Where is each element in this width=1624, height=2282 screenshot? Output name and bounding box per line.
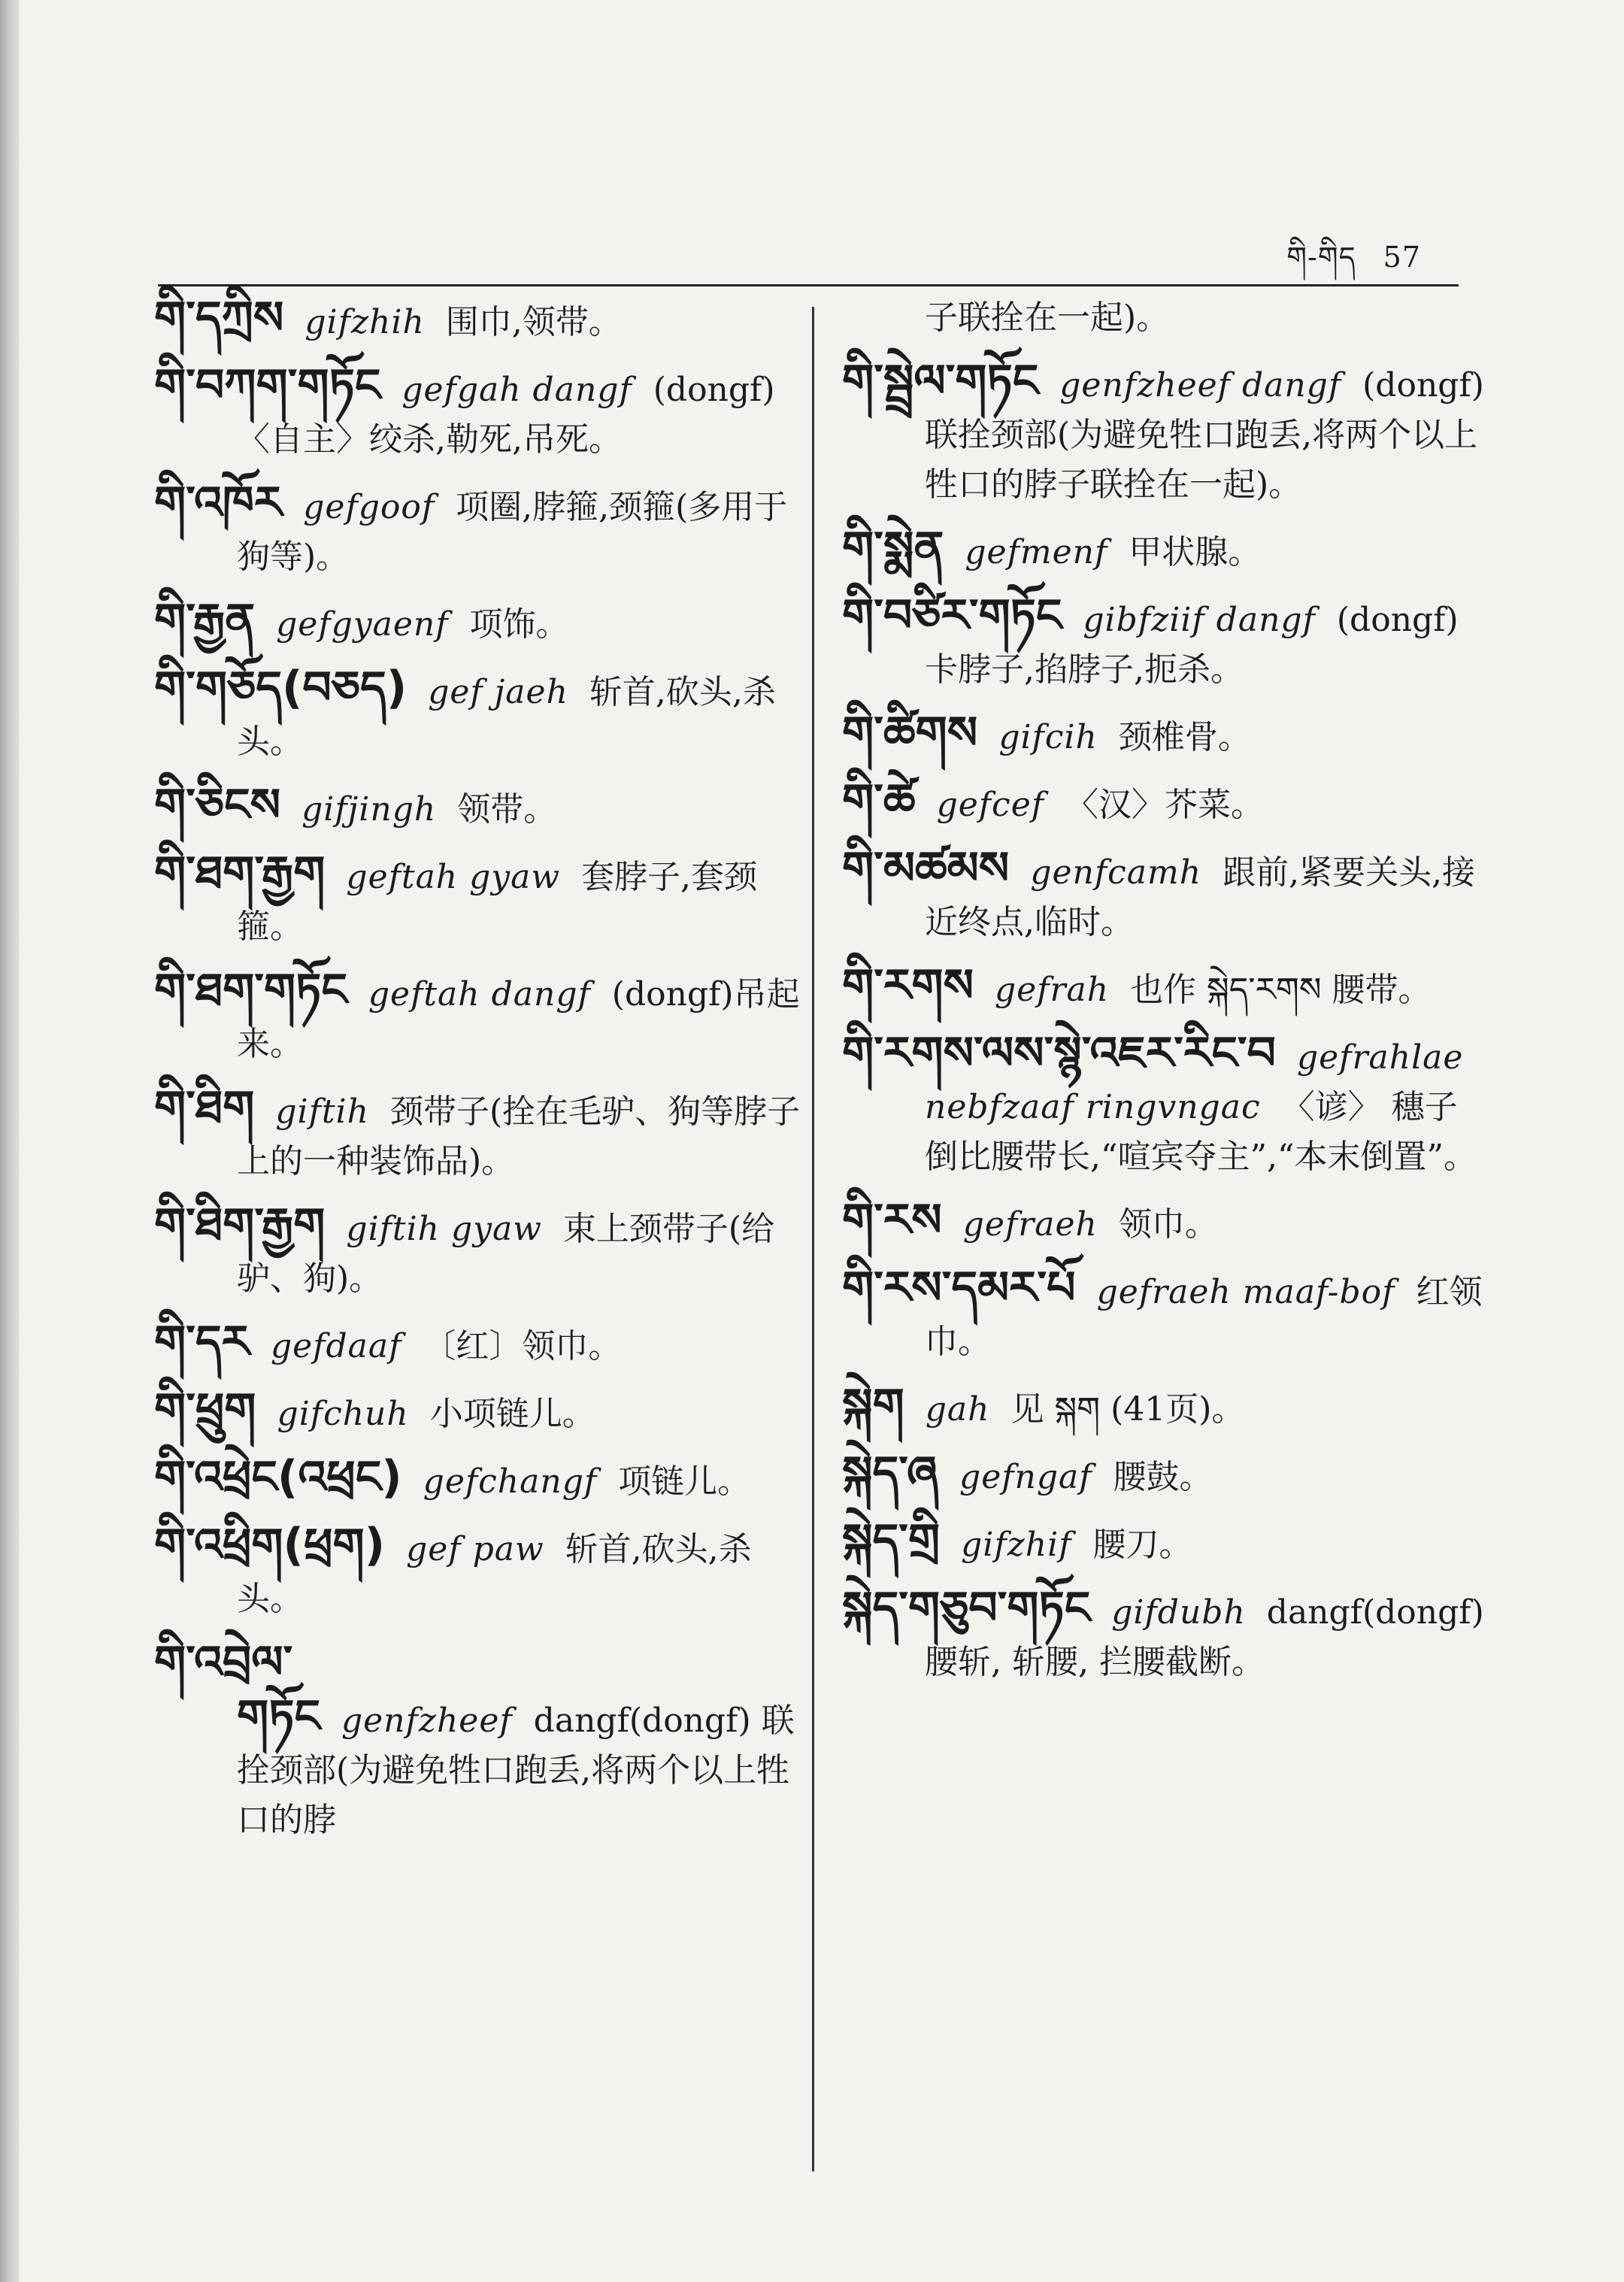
romanization: gefdaaf: [270, 1327, 402, 1365]
romanization: genfzheef dangf: [1059, 366, 1342, 405]
header-range: གི-གིད: [1286, 241, 1356, 274]
gloss: 套脖子,套颈箍。: [237, 858, 758, 946]
gloss: 见 སྐག (41页)。: [1010, 1390, 1245, 1429]
gloss: 红领巾。: [925, 1273, 1483, 1361]
dictionary-entry: [842, 1448, 1489, 1502]
headword: སྐེད་ཞ: [842, 1447, 939, 1499]
headword: གི་རས་དམར་པོ: [842, 1262, 1076, 1314]
headword: གི་ཚེ: [842, 774, 916, 827]
headword: གི་འབྲེལ་གཏོང: [154, 1636, 320, 1743]
dictionary-entry: [154, 1083, 801, 1186]
dictionary-entry: [842, 1196, 1489, 1250]
headword: གི་ཐིག་རྒྱག: [154, 1199, 326, 1251]
gloss: (dongf)吊起来。: [237, 975, 800, 1063]
dictionary-entry: [842, 1583, 1489, 1687]
gloss: 也作 སྐེད་རགས 腰带。: [1130, 971, 1432, 1009]
headword: གི་ཐག་གཏོང: [154, 964, 347, 1017]
page-binding-shadow: [0, 0, 20, 2282]
dictionary-entry: [154, 596, 801, 650]
romanization: gibfziif dangf: [1083, 601, 1316, 639]
gloss: 斩首,砍头,杀头。: [237, 673, 776, 761]
gloss: 项圈,脖箍,颈箍(多用于狗等)。: [237, 488, 788, 576]
dictionary-entry: [154, 780, 801, 835]
headword: གི་ཅིངས: [154, 779, 281, 832]
gloss: 〈汉〉芥菜。: [1065, 786, 1265, 824]
entry-continuation: [842, 293, 1489, 343]
romanization: geftah gyaw: [346, 858, 561, 896]
dictionary-entry: [842, 961, 1489, 1015]
gloss: 〔红〕领巾。: [423, 1327, 622, 1365]
page-number: 57: [1383, 241, 1421, 274]
dictionary-entry: [154, 663, 801, 767]
gloss: 小项链儿。: [429, 1395, 595, 1433]
gloss: 领巾。: [1118, 1205, 1218, 1244]
gloss: 甲状腺。: [1129, 533, 1262, 571]
right-column: [842, 293, 1489, 1701]
headword: གི་བཙིར་གཏོང: [842, 589, 1062, 642]
headword: གི་ཕྲུག: [154, 1383, 256, 1436]
dictionary-entry: [154, 1453, 801, 1507]
dictionary-entry: [842, 1263, 1489, 1367]
dictionary-entry: [842, 591, 1489, 695]
gloss: 颈椎骨。: [1118, 718, 1251, 756]
dictionary-entry: [842, 356, 1489, 510]
gloss: (dongf) 联拴颈部(为避免牲口跑丢,将两个以上牲口的脖子联拴在一起)。: [925, 366, 1484, 504]
romanization: gifdubh: [1111, 1593, 1246, 1632]
romanization: gefrahlae nebfzaaf ringvngac: [925, 1038, 1464, 1126]
romanization: gefraeh maaf-bof: [1096, 1273, 1395, 1311]
gloss: 腰鼓。: [1113, 1458, 1213, 1496]
dictionary-entry: [154, 1520, 801, 1624]
romanization: gifcih: [998, 718, 1098, 756]
romanization: genfcamh: [1030, 853, 1202, 892]
headword: གི་རྒྱན: [154, 594, 256, 647]
romanization: geftah dangf: [368, 975, 591, 1014]
romanization: giftih gyaw: [346, 1210, 542, 1248]
headword: གི་རས: [842, 1194, 942, 1247]
gloss: dangf(dongf) 联拴颈部(为避免牲口跑丢,将两个以上牲口的脖: [237, 1702, 795, 1839]
gloss: 〈谚〉 穗子倒比腰带长,“喧宾夺主”,“本末倒置”。: [925, 1088, 1477, 1176]
headword: གི་ཐིག: [154, 1081, 255, 1134]
gloss: (dongf) 〈自主〉绞杀,勒死,吊死。: [237, 371, 775, 459]
headword: གི་ཐག་རྒྱག: [154, 847, 326, 899]
gloss: 子联拴在一起)。: [925, 299, 1170, 337]
dictionary-entry: [842, 523, 1489, 577]
dictionary-entry: [842, 844, 1489, 947]
gloss: 腰刀。: [1092, 1526, 1192, 1564]
romanization: gifjingh: [301, 790, 437, 829]
dictionary-entry: [842, 1380, 1489, 1435]
headword: གི་དཀྲིས: [154, 292, 284, 344]
column-divider: [812, 307, 814, 2171]
gloss: dangf(dongf) 腰斩, 斩腰, 拦腰截断。: [925, 1593, 1484, 1681]
romanization: gefngaf: [959, 1458, 1092, 1496]
romanization: genfzheef: [341, 1702, 513, 1740]
headword: གི་འཕྲེང(འཕྲང): [154, 1451, 402, 1504]
headword: གི་རགས: [842, 959, 974, 1012]
dictionary-entry: [154, 1200, 801, 1304]
dictionary-entry: [842, 1029, 1489, 1182]
romanization: gifchuh: [277, 1395, 409, 1433]
romanization: gefchangf: [423, 1462, 598, 1501]
romanization: gefcef: [936, 786, 1045, 824]
dictionary-entry: [154, 361, 801, 465]
dictionary-entry: [154, 848, 801, 952]
romanization: gefmenf: [965, 533, 1108, 571]
gloss: 项饰。: [469, 605, 569, 644]
dictionary-entry: [842, 776, 1489, 830]
romanization: gef jaeh: [428, 673, 568, 711]
headword: སྐེག: [842, 1379, 904, 1432]
romanization: giftih: [275, 1093, 369, 1131]
dictionary-entry: [842, 1516, 1489, 1570]
dictionary-entry: [154, 1385, 801, 1439]
headword: གི་གཅོད(བཅད): [154, 662, 408, 714]
gloss: 颈带子(拴在毛驴、狗等脖子上的一种装饰品)。: [237, 1093, 801, 1180]
romanization: gefgah dangf: [401, 371, 632, 409]
romanization: gah: [925, 1390, 990, 1429]
headword: གི་རགས་ལས་སྙེ་འཇར་རིང་བ: [842, 1027, 1276, 1080]
gloss: 围巾,领带。: [445, 303, 622, 341]
headword: གི་བཀག་གཏོང: [154, 359, 381, 412]
headword: གི་འཕྲིག(ཕྲག): [154, 1519, 386, 1571]
dictionary-entry: [154, 1317, 801, 1371]
headword: གི་འཁོར: [154, 477, 283, 529]
romanization: gefrah: [994, 971, 1110, 1009]
gloss: (dongf) 卡脖子,掐脖子,扼杀。: [925, 601, 1459, 689]
left-column: [154, 293, 801, 1859]
romanization: gifzhih: [304, 303, 425, 341]
romanization: gefgyaenf: [276, 605, 449, 644]
headword: གི་སྦྲེལ་གཏོང: [842, 355, 1039, 408]
headword: སྐེད་གྲི: [842, 1514, 941, 1567]
gloss: 项链儿。: [618, 1462, 751, 1501]
headword: གི་མཚམས: [842, 842, 1010, 895]
gloss: 束上颈带子(给驴、狗)。: [237, 1210, 775, 1298]
gloss: 斩首,砍头,杀头。: [237, 1530, 752, 1618]
header-rule: [158, 284, 1459, 286]
headword: གི་སྨེན: [842, 522, 944, 574]
dictionary-entry: [154, 1638, 801, 1845]
romanization: gef paw: [406, 1530, 544, 1568]
romanization: gefraeh: [962, 1205, 1098, 1244]
gloss: 跟前,紧要关头,接近终点,临时。: [925, 853, 1476, 941]
dictionary-entry: [154, 293, 801, 347]
headword: སྐེད་གཅུབ་གཏོང: [842, 1582, 1091, 1635]
romanization: gifzhif: [961, 1526, 1072, 1564]
dictionary-entry: [154, 965, 801, 1069]
romanization: gefgoof: [303, 488, 435, 526]
dictionary-entry: [842, 708, 1489, 762]
headword: གི་དར: [154, 1316, 250, 1368]
dictionary-entry: [154, 478, 801, 582]
gloss: 领带。: [457, 790, 557, 829]
headword: གི་ཚིགས: [842, 707, 978, 759]
